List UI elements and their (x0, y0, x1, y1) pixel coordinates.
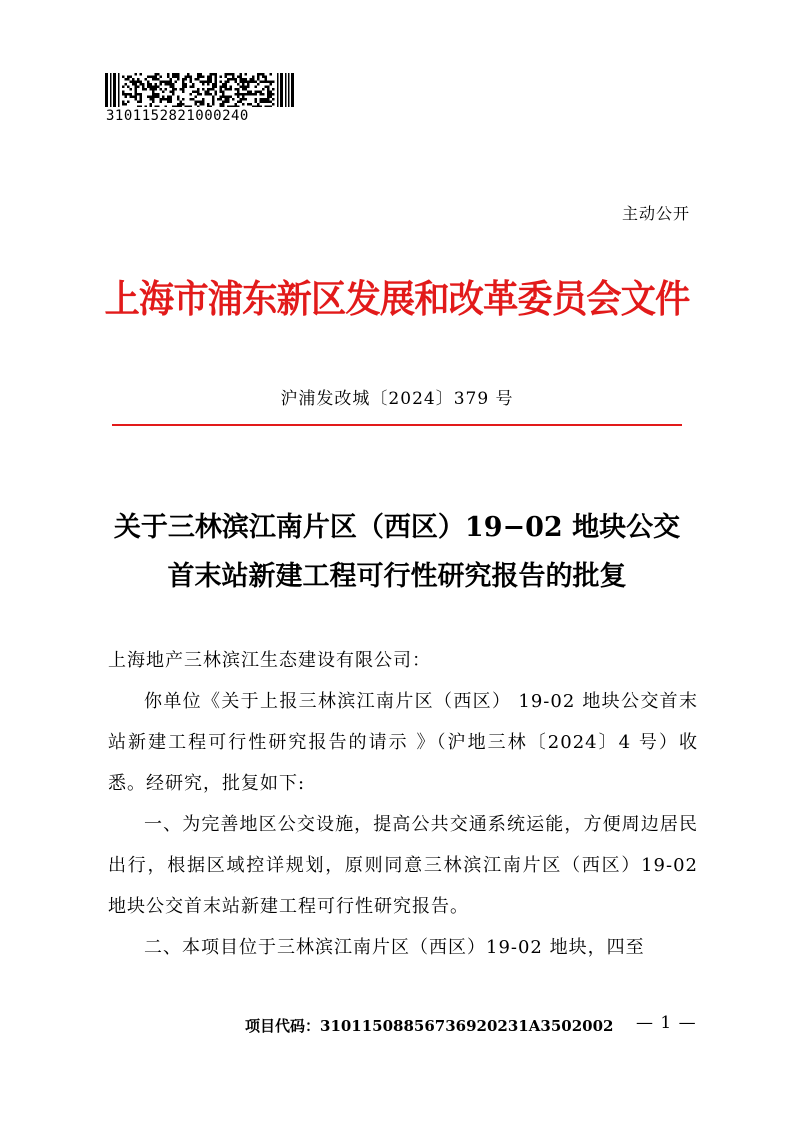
disclosure-label: 主动公开 (621, 204, 690, 223)
addressee: 上海地产三林滨江生态建设有限公司： (108, 650, 431, 671)
barcode-number: 3101152821000240 (106, 108, 249, 124)
body-paragraph: 一、为完善地区公交设施，提高公共交通系统运能，方便周边居民出行，根据区域控详规划，原则同意三林滨江南片区（西区）19-02 地块公交首末站新建工程可行性研究报告。 (108, 814, 698, 917)
red-divider (112, 424, 682, 426)
title-line-2: 首末站新建工程可行性研究报告的批复 (167, 561, 627, 592)
document-number: 沪浦发改城〔2024〕379 号 (280, 389, 514, 409)
issuer-header: 上海市浦东新区发展和改革委员会文件 (104, 276, 690, 321)
body-paragraph: 你单位《关于上报三林滨江南片区（西区） 19-02 地块公交首末站新建工程可行性研究报告的请示 》（沪地三林〔2024〕4 号）收悉。经研究，批复如下: (108, 691, 698, 794)
body-paragraph: 二、本项目位于三林滨江南片区（西区）19-02 地块，四至 (144, 937, 645, 958)
page-number: — 1 — (636, 1013, 697, 1033)
barcode (105, 73, 295, 107)
document-title (60, 503, 734, 601)
title-line-1: 关于三林滨江南片区（西区）19−02 地块公交 (113, 512, 681, 543)
document-body (108, 640, 698, 968)
project-code: 项目代码：31011508856736920231A3502002 (245, 1017, 614, 1035)
